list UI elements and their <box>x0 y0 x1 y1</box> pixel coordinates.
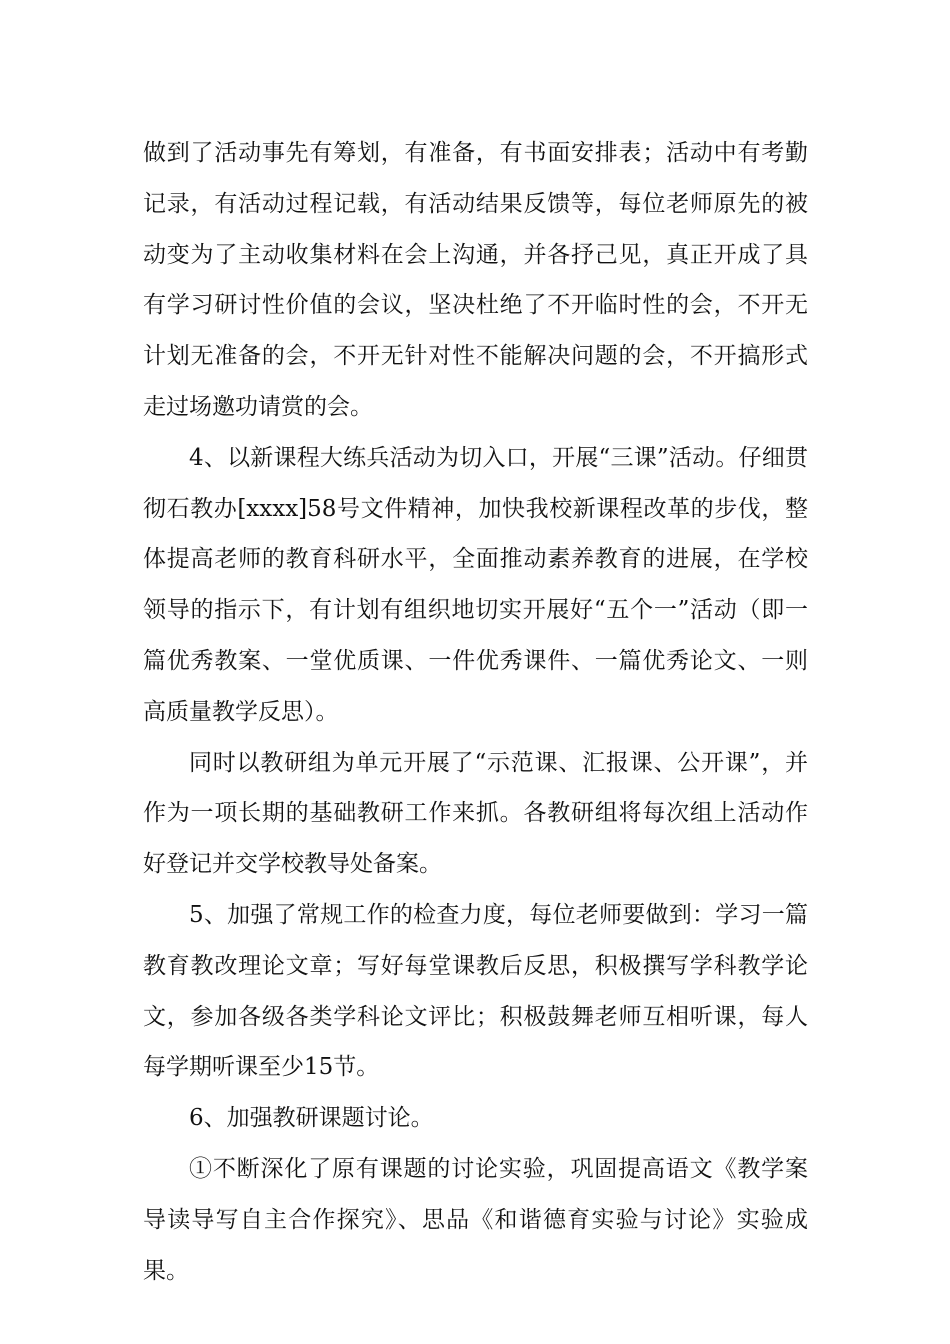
paragraph-item-4: 4、以新课程大练兵活动为切入口，开展“三课”活动。仔细贯彻石教办[xxxx]58号文件精神，加快我校新课程改革的步伐，整体提高老师的教育科研水平，全面推动素养教育的进展，在学校领导的指示下，有计划有组织地切实开展好“五个一”活动（即一篇优秀教案、一堂优质课、一件优秀课件、一篇优秀论文、一则高质量教学反思）。 <box>143 444 808 725</box>
document-body <box>143 128 808 1296</box>
paragraph-item-5: 5、加强了常规工作的检查力度，每位老师要做到：学习一篇教育教改理论文章；写好每堂课教后反思，积极撰写学科教学论文，参加各级各类学科论文评比；积极鼓舞老师互相听课，每人每学期听课至少15节。 <box>143 901 808 1081</box>
paragraph-item-6: 6、加强教研课题讨论。 <box>189 1105 434 1132</box>
paragraph-subitem-1: ①不断深化了原有课题的讨论实验，巩固提高语文《教学案导读导写自主合作探究》、思品《和谐德育实验与讨论》实验成果。 <box>143 1155 808 1284</box>
paragraph-demo-lessons: 同时以教研组为单元开展了“示范课、汇报课、公开课”，并作为一项长期的基础教研工作来抓。各教研组将每次组上活动作好登记并交学校教导处备案。 <box>143 749 808 878</box>
paragraph-continuation: 做到了活动事先有筹划，有准备，有书面安排表；活动中有考勤记录，有活动过程记载，有活动结果反馈等，每位老师原先的被动变为了主动收集材料在会上沟通，并各抒己见，真正开成了具有学习研讨性价值的会议，坚决杜绝了不开临时性的会，不开无计划无准备的会，不开无针对性不能解决问题的会，不开搞形式走过场邀功请赏的会。 <box>143 140 808 420</box>
